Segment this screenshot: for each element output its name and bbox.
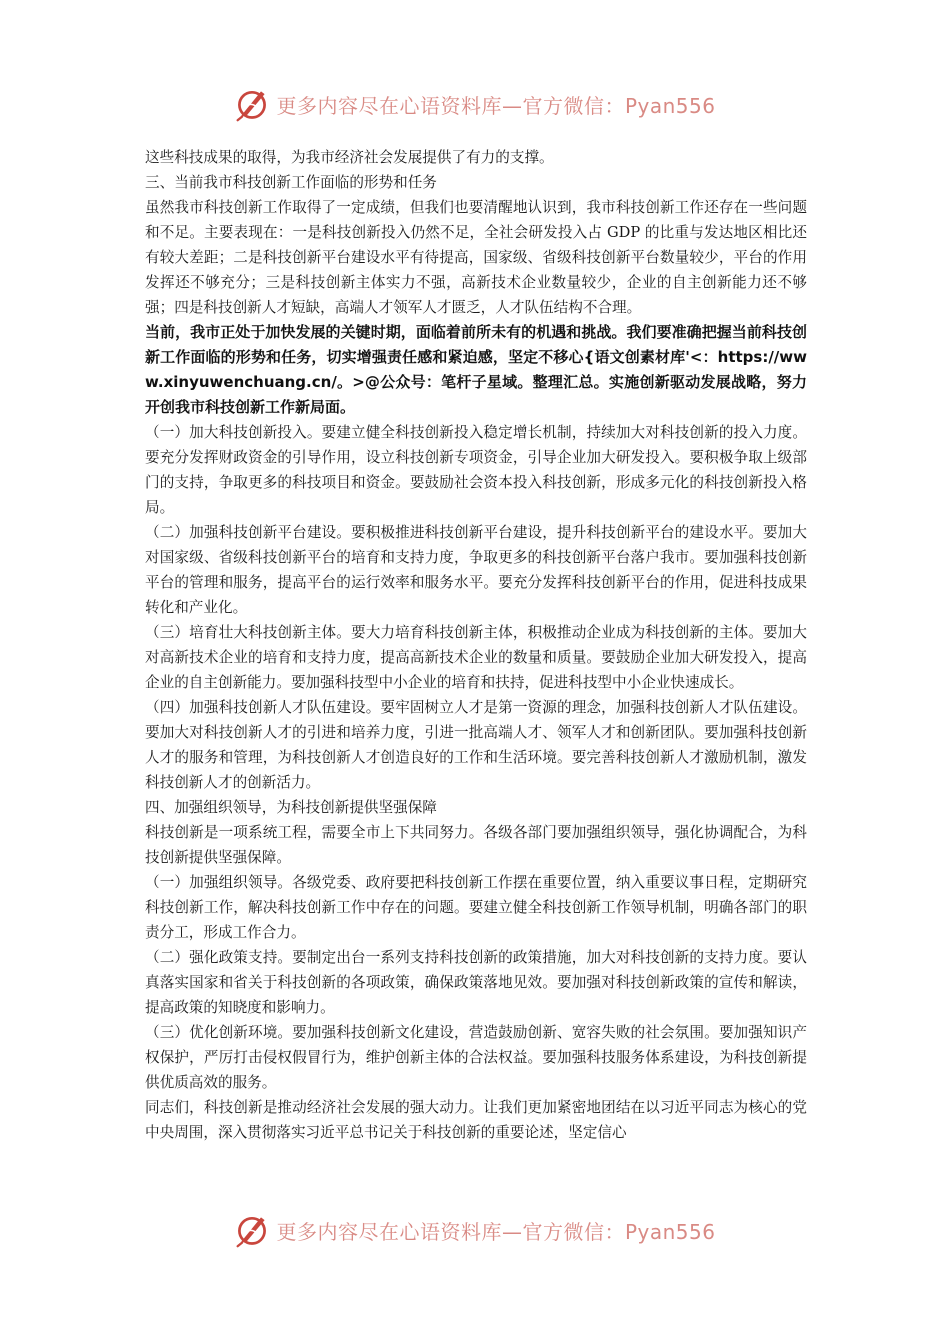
section-heading-4: 四、加强组织领导，为科技创新提供坚强保障 xyxy=(145,799,437,816)
paragraph-closing: 同志们，科技创新是推动经济社会发展的强大动力。让我们更加紧密地团结在以习近平同志为核心的党中央周围，深入贯彻落实习近平总书记关于科技创新的重要论述，坚定信心 xyxy=(145,1099,807,1141)
paragraph-org-leadership: （一）加强组织领导。各级党委、政府要把科技创新工作摆在重要位置，纳入重要议事日程，定期研究科技创新工作，解决科技创新工作中存在的问题。要建立健全科技创新工作领导机制，明确各部门的职责分工，形成工作合力。 xyxy=(145,874,807,941)
document-body xyxy=(145,145,807,1145)
paragraph-item-4-talent: （四）加强科技创新人才队伍建设。要牢固树立人才是第一资源的理念，加强科技创新人才队伍建设。要加大对科技创新人才的引进和培养力度，引进一批高端人才、领军人才和创新团队。要加强科技创新人才的服务和管理，为科技创新人才创造良好的工作和生活环境。要完善科技创新人才激励机制，激发科技创新人才的创新活力。 xyxy=(145,699,807,791)
header-banner xyxy=(0,82,950,126)
paragraph-item-3-subject: （三）培育壮大科技创新主体。要大力培育科技创新主体，积极推动企业成为科技创新的主体。要加大对高新技术企业的培育和支持力度，提高高新技术企业的数量和质量。要鼓励企业加大研发投入，提高企业的自主创新能力。要加强科技型中小企业的培育和扶持，促进科技型中小企业快速成长。 xyxy=(145,624,807,691)
paragraph-item-2-platform: （二）加强科技创新平台建设。要积极推进科技创新平台建设，提升科技创新平台的建设水平。要加大对国家级、省级科技创新平台的培育和支持力度，争取更多的科技创新平台落户我市。要加强科技创新平台的管理和服务，提高平台的运行效率和服务水平。要充分发挥科技创新平台的作用，促进科技成果转化和产业化。 xyxy=(145,524,807,616)
paragraph-1: 这些科技成果的取得，为我市经济社会发展提供了有力的支撑。 xyxy=(145,149,554,166)
paragraph-policy-support: （二）强化政策支持。要制定出台一系列支持科技创新的政策措施，加大对科技创新的支持力度。要认真落实国家和省关于科技创新的各项政策，确保政策落地见效。要加强对科技创新政策的宣传和解读，提高政策的知晓度和影响力。 xyxy=(145,949,807,1016)
quill-pen-logo-icon xyxy=(234,86,270,122)
quill-pen-logo-icon xyxy=(234,1212,270,1248)
paragraph-problems: 虽然我市科技创新工作取得了一定成绩，但我们也要清醒地认识到，我市科技创新工作还存在一些问题和不足。主要表现在：一是科技创新投入仍然不足，全社会研发投入占 GDP 的比重与发达地区相比还有较大差距；二是科技创新平台建设水平有待提高，国家级、省级科技创新平台数量较少，平台的作用发挥还不够充分；三是科技创新主体实力不强，高新技术企业数量较少，企业的自主创新能力还不够强；四是科技创新人才短缺，高端人才领军人才匮乏，人才队伍结构不合理。 xyxy=(145,199,807,316)
footer-banner xyxy=(0,1208,950,1252)
paragraph-system-engineering: 科技创新是一项系统工程，需要全市上下共同努力。各级各部门要加强组织领导，强化协调配合，为科技创新提供坚强保障。 xyxy=(145,824,807,866)
paragraph-environment: （三）优化创新环境。要加强科技创新文化建设，营造鼓励创新、宽容失败的社会氛围。要加强知识产权保护，严厉打击侵权假冒行为，维护创新主体的合法权益。要加强科技服务体系建设，为科技创新提供优质高效的服务。 xyxy=(145,1024,807,1091)
paragraph-item-1-investment: （一）加大科技创新投入。要建立健全科技创新投入稳定增长机制，持续加大对科技创新的投入力度。要充分发挥财政资金的引导作用，设立科技创新专项资金，引导企业加大研发投入。要积极争取上级部门的支持，争取更多的科技项目和资金。要鼓励社会资本投入科技创新，形成多元化的科技创新投入格局。 xyxy=(145,424,807,516)
header-banner-text: 更多内容尽在心语资料库—官方微信：Pyan556 xyxy=(276,93,716,118)
footer-banner-text: 更多内容尽在心语资料库—官方微信：Pyan556 xyxy=(276,1219,716,1244)
section-heading-3: 三、当前我市科技创新工作面临的形势和任务 xyxy=(145,174,437,191)
paragraph-bold-emphasis: 当前，我市正处于加快发展的关键时期，面临着前所未有的机遇和挑战。我们要准确把握当前科技创新工作面临的形势和任务，切实增强责任感和紧迫感，坚定不移心{语文创素材库'<：https://www.xinyuwenchuang.cn/。>@公众号：笔杆子星域。整理汇总。实施创新驱动发展战略，努力开创我市科技创新工作新局面。 xyxy=(145,323,807,416)
